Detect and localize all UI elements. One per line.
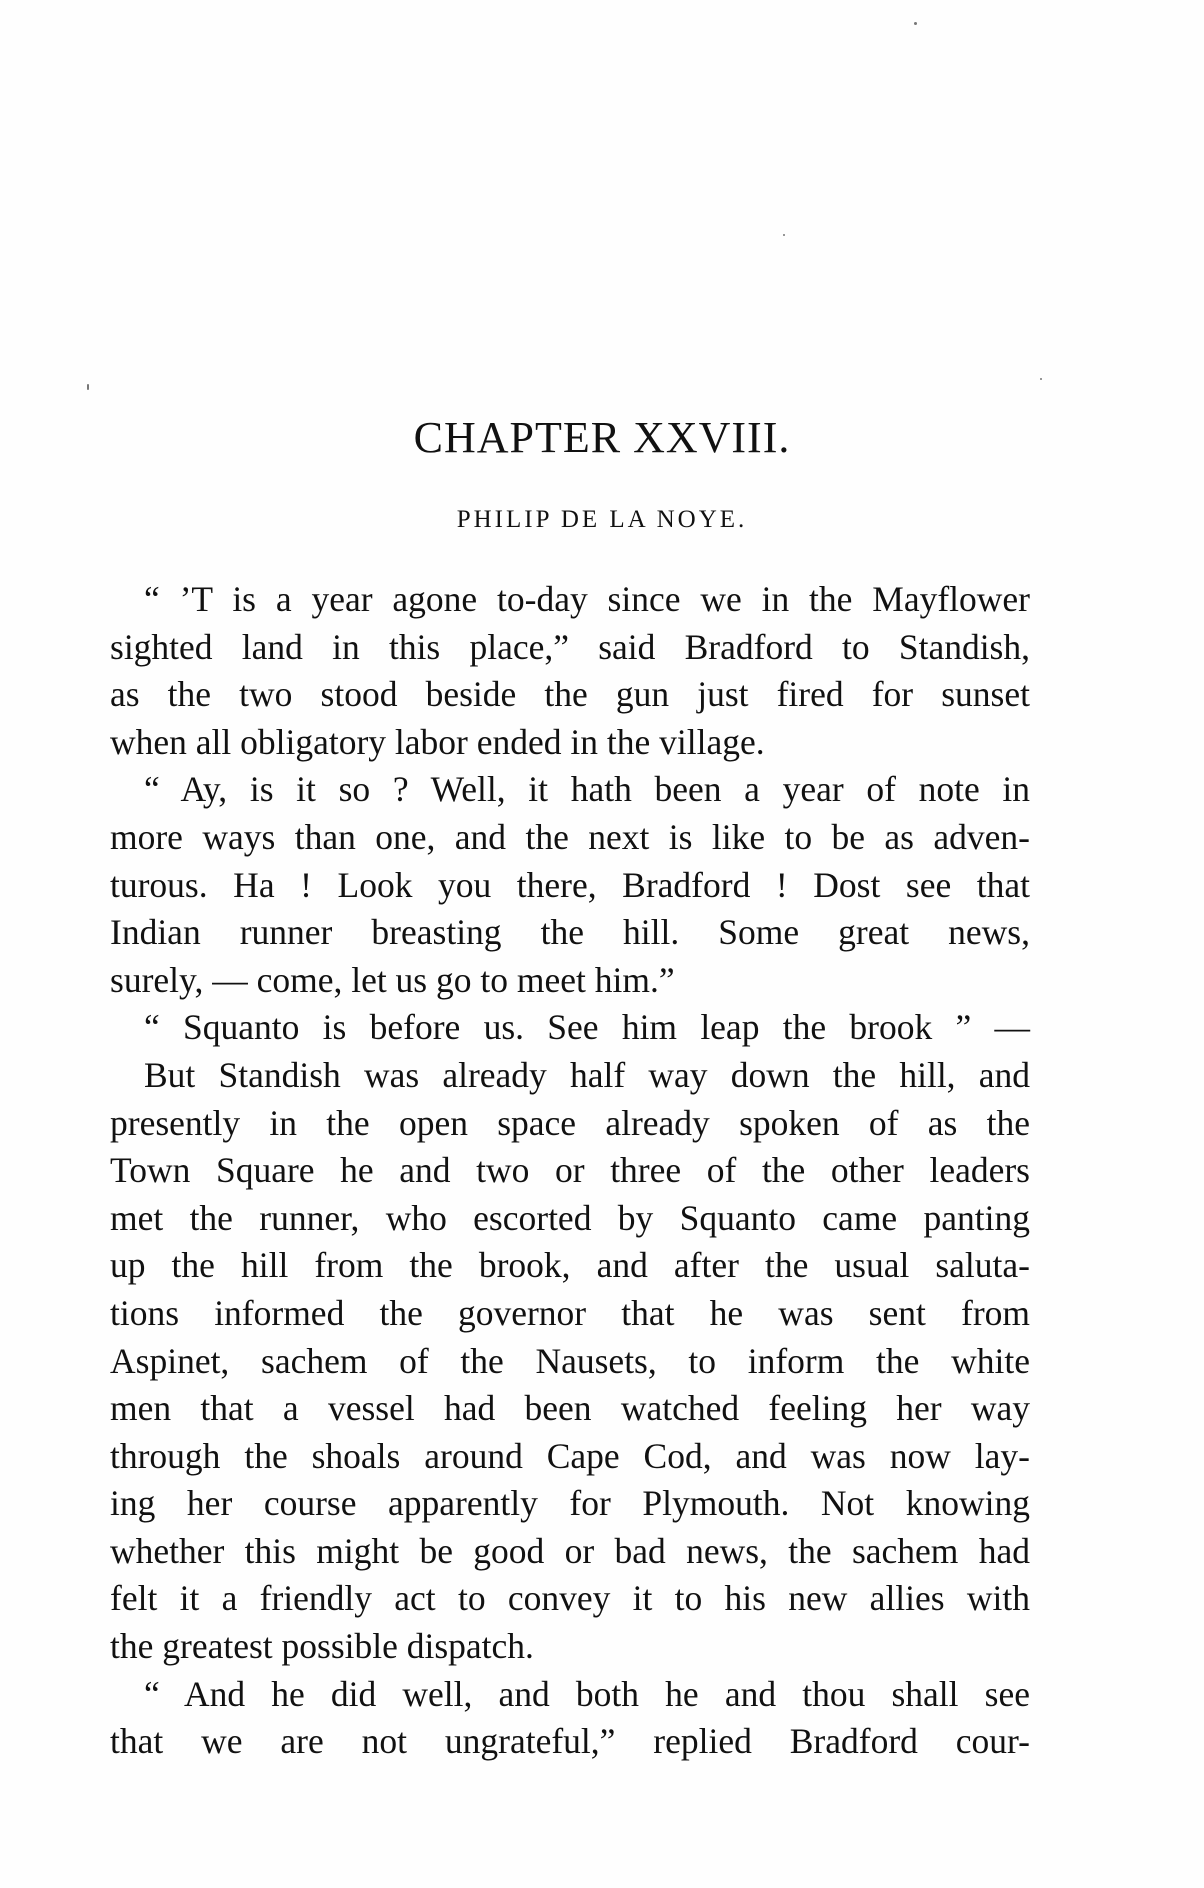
text-line: met the runner, who escorted by Squanto came panting <box>110 1197 1030 1238</box>
text-line: up the hill from the brook, and after the usual saluta- <box>110 1245 1030 1286</box>
text-line: men that a vessel had been watched feeling her way <box>110 1388 1030 1429</box>
text-line: tions informed the governor that he was sent from <box>110 1292 1030 1333</box>
text-line: that we are not ungrateful,” replied Bradford cour- <box>110 1721 1030 1762</box>
paper-speck <box>914 22 917 25</box>
text-line: “ Ay, is it so ? Well, it hath been a year of note in <box>144 769 1030 810</box>
text-line: Aspinet, sachem of the Nausets, to inform the white <box>110 1340 1030 1381</box>
text-line: the greatest possible dispatch. <box>110 1626 534 1667</box>
text-line: sighted land in this place,” said Bradford to Standish, <box>110 626 1030 667</box>
chapter-subtitle: PHILIP DE LA NOYE. <box>456 506 748 533</box>
text-line: whether this might be good or bad news, the sachem had <box>110 1530 1030 1571</box>
text-line: presently in the open space already spoken of as the <box>110 1102 1030 1143</box>
text-line: “ And he did well, and both he and thou shall see <box>144 1673 1030 1714</box>
text-line: Indian runner breasting the hill. Some great news, <box>110 912 1030 953</box>
chapter-title: CHAPTER XXVIII. <box>413 413 791 462</box>
text-line: as the two stood beside the gun just fired for sunset <box>110 674 1030 715</box>
text-line: “ ’T is a year agone to-day since we in the Mayflower <box>144 579 1030 619</box>
text-line: more ways than one, and the next is like to be as adven- <box>110 816 1030 857</box>
text-line: But Standish was already half way down the hill, and <box>144 1054 1030 1095</box>
text-line: felt it a friendly act to convey it to his new allies with <box>110 1578 1030 1619</box>
text-line: when all obligatory labor ended in the village. <box>110 721 765 762</box>
text-line: through the shoals around Cape Cod, and was now lay- <box>110 1435 1030 1476</box>
text-line: surely, — come, let us go to meet him.” <box>110 959 675 1000</box>
text-line: Town Square he and two or three of the other leaders <box>110 1150 1030 1191</box>
text-line: “ Squanto is before us. See him leap the brook ” — <box>144 1007 1030 1048</box>
chapter-body <box>110 576 1030 1766</box>
text-line: ing her course apparently for Plymouth. Not knowing <box>110 1483 1030 1524</box>
paper-speck <box>1040 378 1042 380</box>
paper-speck <box>87 384 89 390</box>
paper-speck <box>783 234 785 236</box>
text-line: turous. Ha ! Look you there, Bradford ! Dost see that <box>110 864 1030 905</box>
